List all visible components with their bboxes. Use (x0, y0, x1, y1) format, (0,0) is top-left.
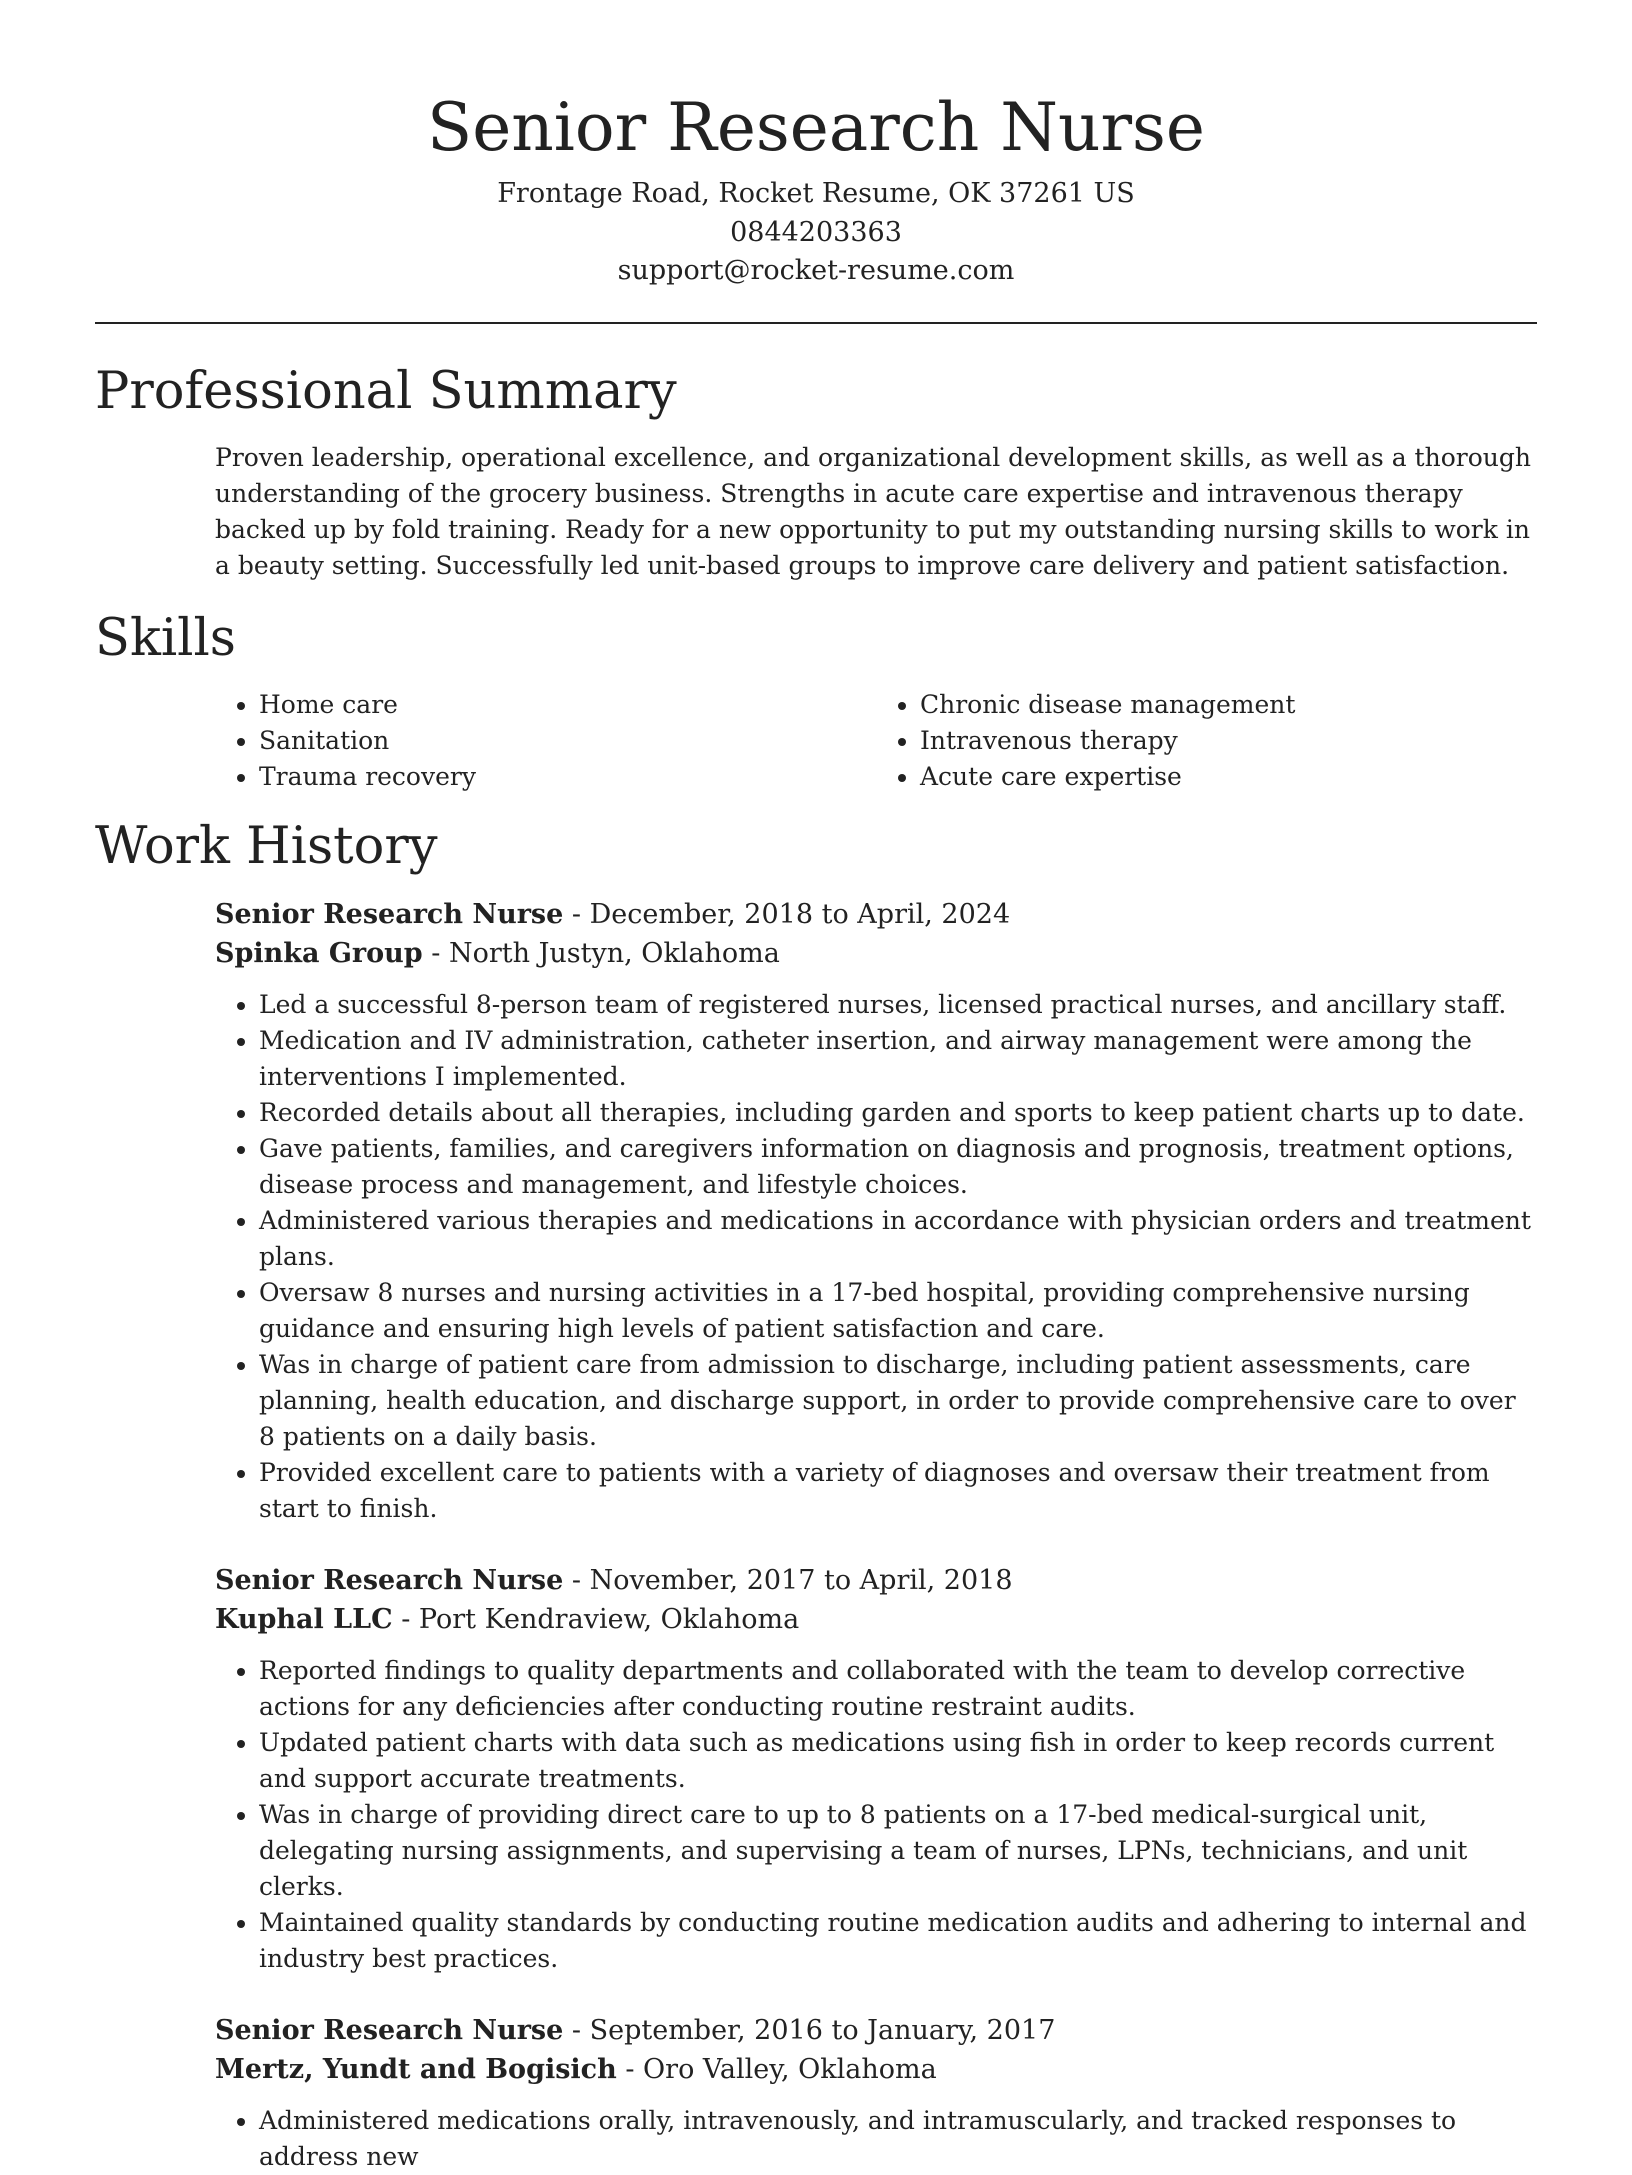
job-bullet: • Was in charge of providing direct care to up to 8 patients on a 17-bed medical-surgical unit, delegating nursing assignments, and supervising a team of nurses, LPNs, technicians, and unit clerks. (259, 1797, 1537, 1905)
skill-item: • Home care (259, 687, 876, 723)
resume-page (95, 0, 1537, 2175)
separator: - (616, 2053, 644, 2085)
job-entry (215, 895, 1537, 1527)
job-bullet: • Oversaw 8 nurses and nursing activities in a 17-bed hospital, providing comprehensive nursing guidance and ensuring high levels of patient satisfaction and care. (259, 1275, 1537, 1347)
job-bullet: • Reported findings to quality departments and collaborated with the team to develop corrective actions for any deficiencies after conducting routine restraint audits. (259, 1653, 1537, 1725)
resume-header (95, 0, 1537, 291)
separator: - (563, 2014, 590, 2046)
job-bullet: • Administered medications orally, intravenously, and intramuscularly, and tracked responses to address new (259, 2103, 1537, 2175)
job-bullet: • Medication and IV administration, catheter insertion, and airway management were among the interventions I implemented. (259, 1023, 1537, 1095)
phone-line: 0844203363 (730, 216, 902, 248)
separator: - (422, 937, 449, 969)
job-title-line (215, 2011, 1537, 2050)
job-bullet: • Gave patients, families, and caregivers information on diagnosis and prognosis, treatment options, disease process and management, and lifestyle choices. (259, 1131, 1537, 1203)
summary-heading: Professional Summary (95, 361, 677, 421)
job-company-line (215, 2050, 1537, 2089)
job-bullet: • Maintained quality standards by conducting routine medication audits and adhering to internal and industry best practices. (259, 1905, 1537, 1977)
job-bullet: • Administered various therapies and medications in accordance with physician orders and treatment plans. (259, 1203, 1537, 1275)
job-bullet: • Recorded details about all therapies, including garden and sports to keep patient charts up to date. (259, 1095, 1537, 1131)
job-position: Senior Research Nurse (215, 2014, 564, 2046)
skill-item: • Acute care expertise (920, 759, 1537, 795)
candidate-name: Senior Research Nurse (427, 89, 1205, 166)
job-entry (215, 2011, 1537, 2175)
email-line: support@rocket-resume.com (617, 255, 1015, 286)
job-bullet: • Provided excellent care to patients with a variety of diagnoses and oversaw their treatment from start to finish. (259, 1455, 1537, 1527)
separator: - (563, 898, 590, 930)
job-bullet: • Led a successful 8-person team of registered nurses, licensed practical nurses, and ancillary staff. (259, 987, 1537, 1023)
job-bullets (215, 987, 1537, 1527)
separator: - (563, 1564, 590, 1596)
job-company: Spinka Group (215, 937, 423, 969)
job-dates: December, 2018 to April, 2024 (589, 898, 1011, 930)
address-line: Frontage Road, Rocket Resume, OK 37261 US (497, 178, 1135, 209)
skills-list (215, 687, 1537, 795)
skills-column-left (215, 687, 876, 795)
job-dates: September, 2016 to January, 2017 (589, 2014, 1056, 2046)
job-entry (215, 1561, 1537, 1977)
skill-item: • Trauma recovery (259, 759, 876, 795)
skill-item: • Intravenous therapy (920, 723, 1537, 759)
skill-item: • Chronic disease management (920, 687, 1537, 723)
skills-column-right (876, 687, 1537, 795)
job-company-line (215, 1600, 1537, 1639)
skills-heading: Skills (95, 608, 236, 668)
job-position: Senior Research Nurse (215, 898, 564, 930)
work-history-heading: Work History (95, 816, 438, 876)
job-location: Oro Valley, Oklahoma (643, 2053, 937, 2085)
job-position: Senior Research Nurse (215, 1564, 564, 1596)
job-company: Mertz, Yundt and Bogisich (215, 2053, 617, 2085)
job-bullet: • Was in charge of patient care from admission to discharge, including patient assessments, care planning, health education, and discharge support, in order to provide comprehensive care to over 8 patients on a daily basis. (259, 1347, 1537, 1455)
job-bullets (215, 2103, 1537, 2175)
skill-item: • Sanitation (259, 723, 876, 759)
job-bullets (215, 1653, 1537, 1977)
job-title-line (215, 1561, 1537, 1600)
job-location: North Justyn, Oklahoma (448, 937, 780, 969)
summary-text: Proven leadership, operational excellence, and organizational development skills, as well as a thorough understanding of the grocery business. Strengths in acute care expertise and intravenous therapy backed up by fold training. Ready for a new opportunity to put my outstanding nursing skills to work in a beauty setting. Successfully led unit-based groups to improve care delivery and patient satisfaction. (215, 442, 1531, 580)
job-bullet: • Updated patient charts with data such as medications using fish in order to keep records current and support accurate treatments. (259, 1725, 1537, 1797)
job-location: Port Kendraview, Oklahoma (418, 1603, 800, 1635)
job-company: Kuphal LLC (215, 1603, 393, 1635)
job-company-line (215, 934, 1537, 973)
header-divider (95, 322, 1537, 324)
job-title-line (215, 895, 1537, 934)
job-dates: November, 2017 to April, 2018 (589, 1564, 1013, 1596)
separator: - (392, 1603, 419, 1635)
